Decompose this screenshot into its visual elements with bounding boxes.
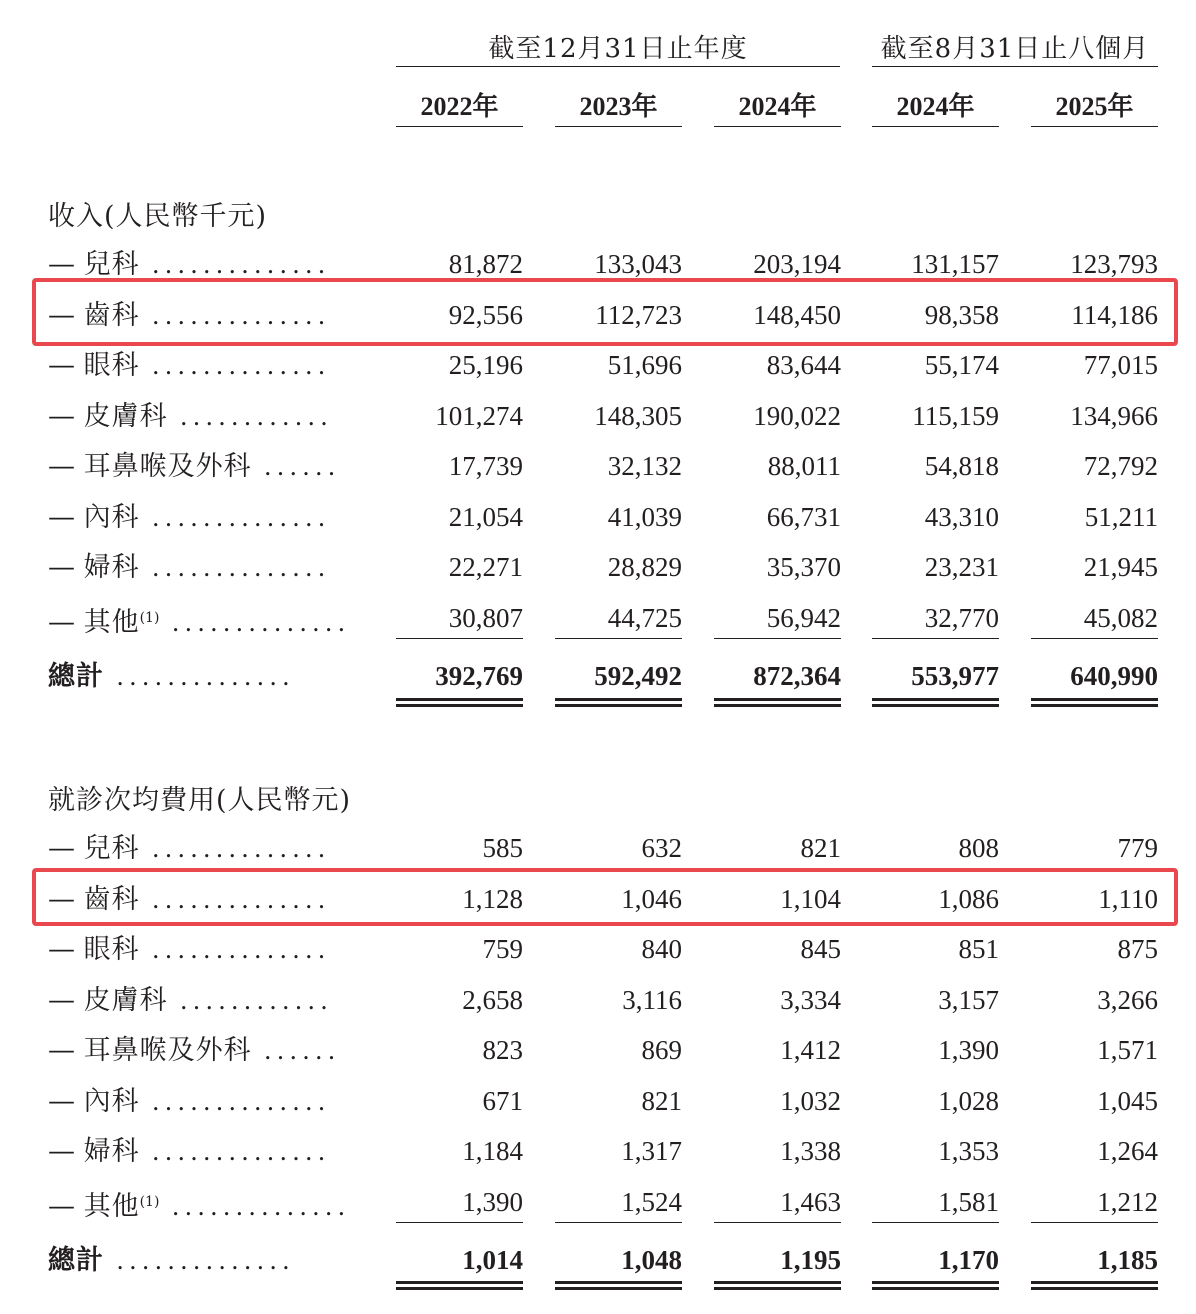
table-cell: 585 — [482, 833, 523, 863]
total-cell: 1,195 — [780, 1245, 841, 1275]
total-cell: 1,170 — [938, 1245, 999, 1275]
table-cell: 1,212 — [1097, 1186, 1158, 1217]
row-label: — 兒科 .............. — [48, 249, 331, 280]
row-label-text: 齒科 — [83, 299, 140, 331]
table-cell: 21,945 — [1083, 552, 1158, 582]
year-header-rule — [714, 126, 841, 127]
dental-revenue-highlight — [32, 278, 1178, 346]
row-label-text: 耳鼻喉及外科 — [83, 451, 252, 482]
row-label: — 耳鼻喉及外科 ...... — [48, 451, 341, 482]
table-cell: 1,032 — [780, 1085, 841, 1116]
total-label: 總計 .............. — [48, 1245, 296, 1276]
row-label: — 齒科 .............. — [48, 883, 331, 915]
header-group-years: 截至12月31日止年度 — [488, 34, 748, 64]
total-double-rule — [1031, 1281, 1158, 1290]
year-header-2: 2023年 — [579, 92, 658, 121]
table-cell: 98,358 — [924, 299, 999, 330]
table-row — [0, 394, 1196, 438]
table-cell: 54,818 — [924, 451, 999, 481]
row-label-text: 耳鼻喉及外科 — [83, 1035, 252, 1066]
table-cell: 3,116 — [622, 984, 682, 1015]
footnote-marker: (1) — [139, 609, 160, 626]
table-row — [0, 343, 1196, 387]
row-label-text: 其他 — [83, 606, 140, 638]
table-cell: 32,132 — [607, 451, 682, 481]
total-cell: 872,364 — [753, 661, 841, 691]
table-cell: 1,412 — [780, 1035, 841, 1065]
table-cell: 112,723 — [595, 299, 682, 330]
table-cell: 1,184 — [462, 1136, 523, 1166]
table-cell: 1,086 — [938, 883, 999, 914]
table-cell: 28,829 — [607, 552, 682, 582]
table-cell: 1,338 — [780, 1136, 841, 1166]
table-cell: 101,274 — [435, 400, 523, 431]
table-row — [0, 1079, 1196, 1123]
table-cell: 1,110 — [1098, 883, 1158, 914]
year-header-rule — [396, 126, 523, 127]
row-label-text: 內科 — [83, 501, 140, 533]
subtotal-rule — [1031, 638, 1158, 639]
row-label-text: 兒科 — [83, 833, 140, 864]
total-cell: 553,977 — [911, 661, 999, 691]
row-label: — 婦科 .............. — [48, 552, 331, 583]
row-label: — 耳鼻喉及外科 ...... — [48, 1035, 341, 1066]
total-double-rule — [872, 1281, 999, 1290]
subtotal-rule — [396, 1222, 523, 1223]
total-double-rule — [714, 698, 841, 707]
table-cell: 88,011 — [767, 451, 841, 481]
table-cell: 190,022 — [753, 400, 841, 431]
row-label: — 兒科 .............. — [48, 833, 331, 864]
row-label: — 婦科 .............. — [48, 1136, 331, 1167]
table-cell: 1,463 — [780, 1186, 841, 1217]
table-cell: 25,196 — [448, 350, 523, 380]
row-label-text: 婦科 — [83, 552, 140, 583]
table-cell: 115,159 — [912, 400, 999, 431]
table-cell: 671 — [482, 1085, 523, 1116]
subtotal-rule — [714, 1222, 841, 1223]
row-label: — 皮膚科 ............ — [48, 984, 334, 1016]
row-label: — 其他$^{(1)}$ .............. — [48, 1190, 351, 1222]
row-label: — 齒科 .............. — [48, 299, 331, 331]
table-cell: 1,581 — [938, 1186, 999, 1217]
total-double-rule — [872, 698, 999, 707]
row-label-text: 齒科 — [83, 883, 140, 915]
table-cell: 1,353 — [938, 1136, 999, 1166]
table-cell: 845 — [800, 934, 841, 964]
subtotal-rule — [396, 638, 523, 639]
table-cell: 779 — [1117, 833, 1158, 863]
year-header-1: 2022年 — [420, 92, 499, 121]
per-visit-section-title: 就診次均費用(人民幣元) — [48, 785, 352, 816]
table-cell: 821 — [641, 1085, 682, 1116]
row-label: — 眼科 .............. — [48, 934, 331, 965]
table-cell: 77,015 — [1083, 350, 1158, 380]
table-cell: 869 — [641, 1035, 682, 1065]
table-cell: 41,039 — [607, 501, 682, 532]
table-cell: 808 — [958, 833, 999, 863]
table-cell: 1,390 — [938, 1035, 999, 1065]
table-cell: 44,725 — [607, 602, 682, 633]
table-cell: 148,450 — [753, 299, 841, 330]
total-double-rule — [714, 1281, 841, 1290]
footnote-marker: (1) — [139, 1193, 160, 1210]
total-cell: 640,990 — [1070, 661, 1158, 691]
table-cell: 83,644 — [766, 350, 841, 380]
subtotal-rule — [714, 638, 841, 639]
table-row — [0, 1028, 1196, 1072]
table-cell: 55,174 — [924, 350, 999, 380]
total-double-rule — [555, 1281, 682, 1290]
table-cell: 759 — [482, 934, 523, 964]
row-label-text: 眼科 — [83, 350, 140, 381]
row-label: — 其他$^{(1)}$ .............. — [48, 606, 351, 638]
subtotal-rule — [872, 638, 999, 639]
subtotal-rule — [555, 638, 682, 639]
row-label: — 內科 .............. — [48, 501, 331, 533]
table-row — [0, 826, 1196, 870]
dental-per-visit-highlight — [32, 868, 1178, 926]
total-double-rule — [555, 698, 682, 707]
year-header-rule — [872, 126, 999, 127]
year-header-rule — [1031, 126, 1158, 127]
total-double-rule — [1031, 698, 1158, 707]
revenue-section-title: 收入(人民幣千元) — [48, 201, 268, 232]
table-cell: 3,266 — [1097, 984, 1158, 1015]
total-cell: 592,492 — [594, 661, 682, 691]
table-cell: 51,696 — [607, 350, 682, 380]
table-row — [0, 1180, 1196, 1224]
table-cell: 840 — [641, 934, 682, 964]
row-label: — 內科 .............. — [48, 1085, 331, 1117]
table-row — [0, 927, 1196, 971]
table-cell: 1,317 — [621, 1136, 682, 1166]
header-group-years-rule — [396, 66, 840, 67]
table-cell: 203,194 — [753, 249, 841, 279]
table-cell: 133,043 — [594, 249, 682, 279]
table-cell: 1,571 — [1097, 1035, 1158, 1065]
table-row — [0, 545, 1196, 589]
table-cell: 148,305 — [594, 400, 682, 431]
year-header-5: 2025年 — [1055, 92, 1134, 121]
total-label-text: 總計 — [48, 1245, 104, 1276]
table-cell: 21,054 — [448, 501, 523, 532]
row-label-text: 眼科 — [83, 934, 140, 965]
header-group-eight-months-rule — [872, 66, 1158, 67]
table-cell: 51,211 — [1084, 501, 1158, 532]
row-label-text: 內科 — [83, 1085, 140, 1117]
subtotal-rule — [1031, 1222, 1158, 1223]
table-row — [0, 495, 1196, 539]
table-cell: 30,807 — [448, 602, 523, 633]
year-header-3: 2024年 — [738, 92, 817, 121]
total-cell: 1,048 — [621, 1245, 682, 1275]
row-label-text: 皮膚科 — [83, 984, 168, 1016]
table-cell: 1,390 — [462, 1186, 523, 1217]
table-cell: 1,045 — [1097, 1085, 1158, 1116]
table-row — [0, 978, 1196, 1022]
table-cell: 1,128 — [462, 883, 523, 914]
table-cell: 3,334 — [780, 984, 841, 1015]
table-cell: 823 — [482, 1035, 523, 1065]
year-header-rule — [555, 126, 682, 127]
header-group-eight-months: 截至8月31日止八個月 — [880, 34, 1150, 64]
table-cell: 3,157 — [938, 984, 999, 1015]
total-label: 總計 .............. — [48, 661, 296, 692]
total-row — [0, 654, 1196, 698]
table-cell: 23,231 — [924, 552, 999, 582]
total-cell: 1,185 — [1097, 1245, 1158, 1275]
total-label-text: 總計 — [48, 661, 104, 692]
row-label-text: 皮膚科 — [83, 400, 168, 432]
table-cell: 35,370 — [766, 552, 841, 582]
year-header-4: 2024年 — [896, 92, 975, 121]
total-double-rule — [396, 698, 523, 707]
table-cell: 43,310 — [924, 501, 999, 532]
table-cell: 22,271 — [448, 552, 523, 582]
table-cell: 32,770 — [924, 602, 999, 633]
row-label: — 眼科 .............. — [48, 350, 331, 381]
total-cell: 1,014 — [462, 1245, 523, 1275]
row-label: — 皮膚科 ............ — [48, 400, 334, 432]
table-cell: 66,731 — [766, 501, 841, 532]
table-cell: 72,792 — [1083, 451, 1158, 481]
table-cell: 114,186 — [1071, 299, 1158, 330]
row-label-text: 婦科 — [83, 1136, 140, 1167]
table-row — [0, 596, 1196, 640]
table-row — [0, 444, 1196, 488]
row-label-text: 其他 — [83, 1190, 140, 1222]
table-cell: 81,872 — [448, 249, 523, 279]
total-double-rule — [396, 1281, 523, 1290]
table-cell: 1,264 — [1097, 1136, 1158, 1166]
table-cell: 1,104 — [780, 883, 841, 914]
table-cell: 1,028 — [938, 1085, 999, 1116]
table-cell: 1,524 — [621, 1186, 682, 1217]
total-row — [0, 1238, 1196, 1282]
subtotal-rule — [872, 1222, 999, 1223]
table-cell: 123,793 — [1070, 249, 1158, 279]
row-label-text: 兒科 — [83, 249, 140, 280]
table-cell: 45,082 — [1083, 602, 1158, 633]
table-cell: 851 — [958, 934, 999, 964]
table-cell: 134,966 — [1070, 400, 1158, 431]
table-cell: 56,942 — [766, 602, 841, 633]
subtotal-rule — [555, 1222, 682, 1223]
table-cell: 131,157 — [911, 249, 999, 279]
total-cell: 392,769 — [435, 661, 523, 691]
table-cell: 2,658 — [462, 984, 523, 1015]
table-cell: 632 — [641, 833, 682, 863]
table-cell: 875 — [1117, 934, 1158, 964]
table-cell: 821 — [800, 833, 841, 863]
table-row — [0, 1129, 1196, 1173]
table-cell: 1,046 — [621, 883, 682, 914]
table-cell: 17,739 — [448, 451, 523, 481]
table-cell: 92,556 — [448, 299, 523, 330]
